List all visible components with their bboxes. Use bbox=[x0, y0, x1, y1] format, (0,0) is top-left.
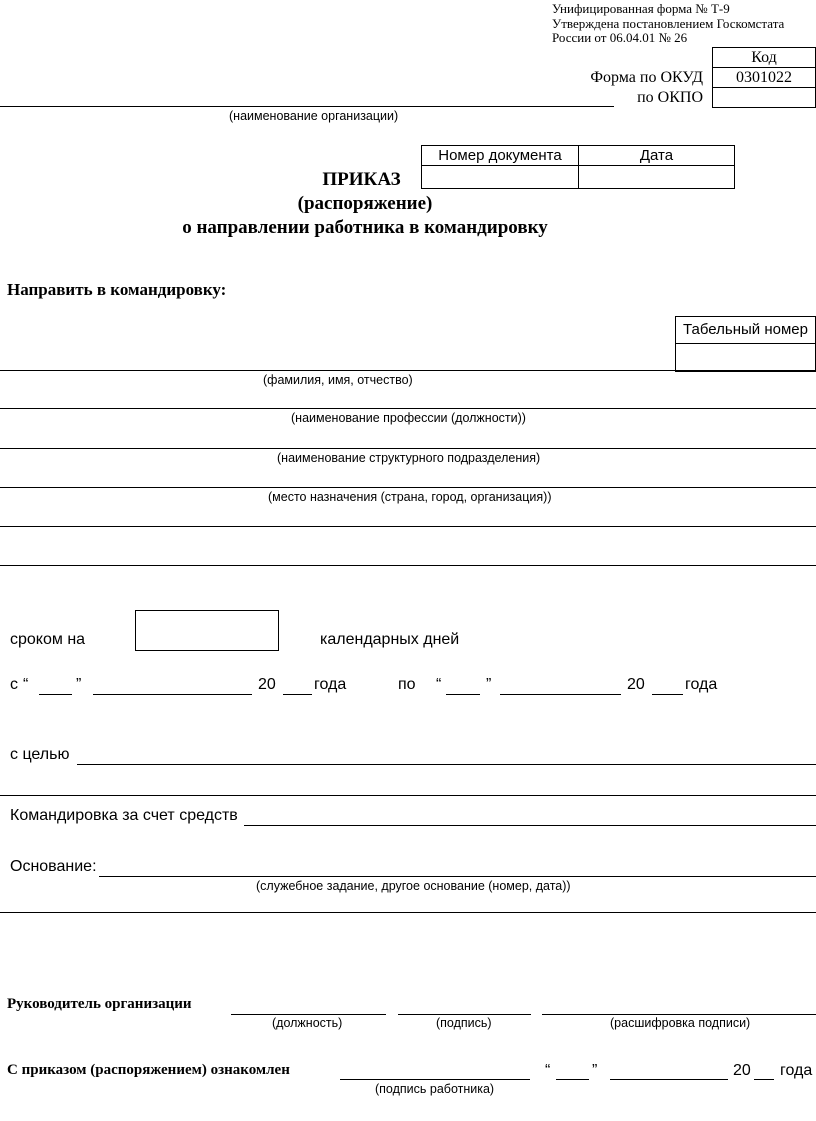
fio-caption: (фамилия, имя, отчество) bbox=[263, 373, 413, 387]
date-from-century: 20 bbox=[258, 676, 276, 693]
destination-line-3[interactable] bbox=[0, 565, 816, 566]
acquainted-signature-caption: (подпись работника) bbox=[375, 1082, 495, 1096]
date-from-prefix: с bbox=[10, 676, 18, 693]
head-signature-line[interactable] bbox=[398, 1014, 531, 1015]
okud-code-value: 0301022 bbox=[736, 69, 792, 86]
okud-code-cell[interactable] bbox=[712, 67, 816, 88]
profession-caption: (наименование профессии (должности)) bbox=[291, 411, 526, 425]
send-heading: Направить в командировку: bbox=[7, 280, 227, 299]
term-suffix: календарных дней bbox=[320, 631, 460, 648]
purpose-line[interactable] bbox=[77, 764, 816, 765]
purpose-line-2[interactable] bbox=[0, 795, 816, 796]
profession-line[interactable] bbox=[0, 408, 816, 409]
date-to-open-quote: “ bbox=[436, 676, 442, 693]
codes-header bbox=[712, 47, 816, 68]
organization-line[interactable] bbox=[0, 106, 614, 107]
acquainted-label: С приказом (распоряжением) ознакомлен bbox=[7, 1062, 290, 1078]
date-from-year-line[interactable] bbox=[283, 694, 312, 695]
basis-line[interactable] bbox=[99, 876, 816, 877]
acquainted-month-line[interactable] bbox=[610, 1079, 728, 1080]
head-position-line[interactable] bbox=[231, 1014, 386, 1015]
head-label: Руководитель организации bbox=[7, 996, 192, 1012]
date-to-day-line[interactable] bbox=[446, 694, 480, 695]
funding-label: Командировка за счет средств bbox=[10, 807, 238, 824]
days-input-box[interactable] bbox=[135, 610, 279, 651]
title-line-1: ПРИКАЗ bbox=[322, 169, 401, 190]
approval-line-1: Унифицированная форма № Т-9 bbox=[552, 1, 730, 16]
tab-number-header-label: Табельный номер bbox=[683, 321, 808, 338]
date-from-close-quote: ” bbox=[76, 676, 82, 693]
head-decoding-line[interactable] bbox=[542, 1014, 816, 1015]
okpo-code-cell[interactable] bbox=[712, 87, 816, 108]
date-from-open-quote: “ bbox=[23, 676, 29, 693]
head-decoding-caption: (расшифровка подписи) bbox=[610, 1016, 751, 1030]
basis-caption: (служебное задание, другое основание (номер, дата)) bbox=[256, 879, 571, 893]
department-caption: (наименование структурного подразделения) bbox=[277, 451, 541, 465]
approval-line-2: Утверждена постановлением Госкомстата bbox=[552, 15, 785, 31]
tab-number-header bbox=[675, 316, 816, 344]
doc-number-header-label: Номер документа bbox=[438, 147, 562, 164]
department-line[interactable] bbox=[0, 448, 816, 449]
acquainted-close-quote: ” bbox=[592, 1062, 598, 1079]
doc-number-header bbox=[421, 145, 579, 166]
date-to-close-quote: ” bbox=[486, 676, 492, 693]
date-from-year-word: года bbox=[314, 676, 347, 693]
head-position-caption: (должность) bbox=[272, 1016, 343, 1030]
basis-line-2[interactable] bbox=[0, 912, 816, 913]
title-line-2: (распоряжение) bbox=[297, 193, 433, 214]
acquainted-day-line[interactable] bbox=[556, 1079, 589, 1080]
date-to-month-line[interactable] bbox=[500, 694, 621, 695]
doc-date-header-label: Дата bbox=[639, 147, 674, 164]
acquainted-year-line[interactable] bbox=[754, 1079, 774, 1080]
title-line-3: о направлении работника в командировку bbox=[182, 217, 548, 238]
tab-number-cell[interactable] bbox=[675, 343, 816, 372]
acquainted-year-word: года bbox=[780, 1062, 813, 1079]
date-to-century: 20 bbox=[627, 676, 645, 693]
approval-line-3: России от 06.04.01 № 26 bbox=[552, 30, 688, 45]
acquainted-open-quote: “ bbox=[545, 1062, 551, 1079]
acquainted-century: 20 bbox=[733, 1062, 751, 1079]
head-signature-caption: (подпись) bbox=[436, 1016, 492, 1030]
date-from-month-line[interactable] bbox=[93, 694, 252, 695]
organization-caption: (наименование организации) bbox=[229, 109, 399, 123]
date-from-day-line[interactable] bbox=[39, 694, 72, 695]
destination-caption: (место назначения (страна, город, организация)) bbox=[268, 490, 552, 504]
approval-block bbox=[552, 2, 784, 46]
doc-date-header bbox=[578, 145, 735, 166]
fio-line[interactable] bbox=[0, 370, 816, 371]
date-to-year-word: года bbox=[685, 676, 718, 693]
title-block bbox=[0, 168, 730, 240]
destination-line-2[interactable] bbox=[0, 526, 816, 527]
purpose-label: с целью bbox=[10, 746, 70, 763]
term-prefix: сроком на bbox=[10, 631, 86, 648]
acquainted-signature-line[interactable] bbox=[340, 1079, 530, 1080]
destination-line[interactable] bbox=[0, 487, 816, 488]
basis-label: Основание: bbox=[10, 858, 97, 875]
date-to-year-line[interactable] bbox=[652, 694, 683, 695]
okud-label: Форма по ОКУД bbox=[590, 69, 703, 86]
funding-line[interactable] bbox=[244, 825, 816, 826]
date-to-prefix: по bbox=[398, 676, 416, 693]
codes-header-label: Код bbox=[751, 49, 777, 66]
okpo-label: по ОКПО bbox=[637, 89, 703, 106]
